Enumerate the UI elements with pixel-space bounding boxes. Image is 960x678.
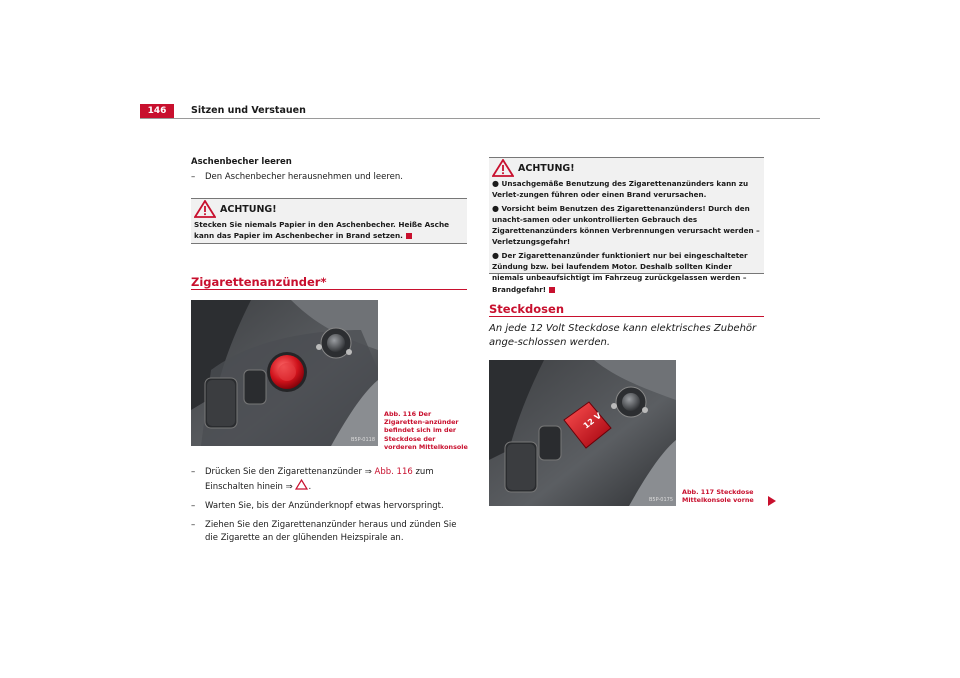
ashtray-step: [191, 171, 467, 184]
lighter-step-1-text: Drücken Sie den Zigarettenanzünder ⇒ Abb. 116 zum Einschalten hinein ⇒ .: [205, 467, 434, 492]
page-number: 146: [140, 104, 174, 118]
ashtray-section: [191, 156, 467, 184]
warning-title: ACHTUNG!: [518, 162, 575, 174]
ashtray-step-text: Den Aschenbecher herausnehmen und leeren.: [205, 172, 403, 182]
warning-title-row: [194, 199, 464, 219]
center-console-socket-illustration: [489, 360, 676, 506]
lighter-steps: [191, 464, 467, 545]
lighter-figure-photo: [191, 300, 378, 446]
step-dash: –: [191, 520, 196, 530]
warning-triangle-icon: [492, 159, 514, 177]
warning-item-1: [492, 178, 761, 201]
ashtray-warning-text: [194, 219, 464, 242]
socket-voltage-label: 12 V: [581, 411, 604, 431]
sockets-figure-code: B5P-0175: [648, 497, 673, 503]
step-dash: –: [191, 467, 196, 477]
warning-triangle-icon: [194, 200, 216, 218]
sockets-intro: An jede 12 Volt Steckdose kann elektrisches Zubehör ange-schlossen werden.: [489, 323, 757, 348]
figure-caption-text: Der Zigaretten-anzünder befindet sich im der Steckdose der vorderen Mittelkonsole: [384, 410, 468, 451]
bullet-icon: ●: [492, 250, 499, 260]
lighter-warning-box: [489, 157, 764, 294]
end-of-topic-icon: [406, 233, 412, 239]
sockets-figure-photo: [489, 360, 676, 506]
center-console-illustration: [191, 300, 378, 446]
lighter-section-title: Zigarettenanzünder*: [191, 275, 327, 289]
ashtray-heading: Aschenbecher leeren: [191, 157, 292, 167]
lighter-step-3-text: Ziehen Sie den Zigarettenanzünder heraus und zünden Sie die Zigarette an der glühenden Heizspirale an.: [205, 520, 457, 543]
sockets-figure-caption: [682, 488, 762, 504]
sockets-section-rule: [489, 316, 764, 317]
step-text-before: Drücken Sie den Zigarettenanzünder ⇒: [205, 467, 372, 477]
ashtray-warning-body: Stecken Sie niemals Papier in den Aschenbecher. Heiße Asche kann das Papier im Aschenbecher in Brand setzen.: [194, 220, 450, 241]
next-page-arrow-icon: [768, 496, 776, 506]
lighter-step-1: [191, 466, 467, 494]
warning-title: ACHTUNG!: [220, 203, 277, 215]
header-rule: [140, 118, 820, 119]
step-text-after: zum Einschalten hinein ⇒: [205, 467, 434, 492]
warning-item-text: Unsachgemäße Benutzung des Zigarettenanzünders kann zu Verlet-zungen führen oder einen Brand verursachen.: [492, 179, 749, 200]
end-of-topic-icon: [549, 287, 555, 293]
lighter-figure-code: B5P-0118: [350, 437, 375, 443]
warning-item-2: [492, 203, 761, 248]
step-dash: –: [191, 172, 196, 182]
warning-reference-icon[interactable]: [295, 479, 308, 490]
figure-reference-link[interactable]: Abb. 116: [374, 467, 413, 477]
step-dash: –: [191, 501, 196, 511]
lighter-step-3: [191, 519, 467, 545]
bullet-icon: ●: [492, 203, 499, 213]
sockets-section-title: Steckdosen: [489, 302, 565, 316]
lighter-step-2-text: Warten Sie, bis der Anzünderknopf etwas hervorspringt.: [205, 501, 444, 511]
figure-caption-label: Abb. 116: [384, 410, 417, 418]
figure-caption-text: Steckdose Mittelkonsole vorne: [682, 488, 754, 505]
warning-item-3: [492, 250, 761, 295]
warning-item-text: Vorsicht beim Benutzen des Zigarettenanzünders! Durch den unacht-samen oder unkontrollierten Gebrauch des Zigarettenanzünders können Verbrennungen verursacht werden – Verletzungsgefahr!: [492, 203, 760, 247]
bullet-icon: ●: [492, 179, 499, 188]
lighter-figure-caption: [384, 410, 468, 451]
warning-title-row: [492, 158, 761, 178]
warning-item-text: Der Zigarettenanzünder funktioniert nur bei eingeschalteter Zündung bzw. bei laufendem Motor. Deshalb sollten Kinder niemals unbeaufsichtigt im Fahrzeug zurückgelassen werden – Brandgefahr!: [492, 250, 748, 294]
lighter-step-2: [191, 500, 467, 513]
running-header: Sitzen und Verstauen: [191, 105, 306, 116]
ashtray-warning-box: [191, 198, 467, 244]
figure-caption-label: Abb. 117: [682, 488, 715, 496]
lighter-section-rule: [191, 289, 467, 290]
